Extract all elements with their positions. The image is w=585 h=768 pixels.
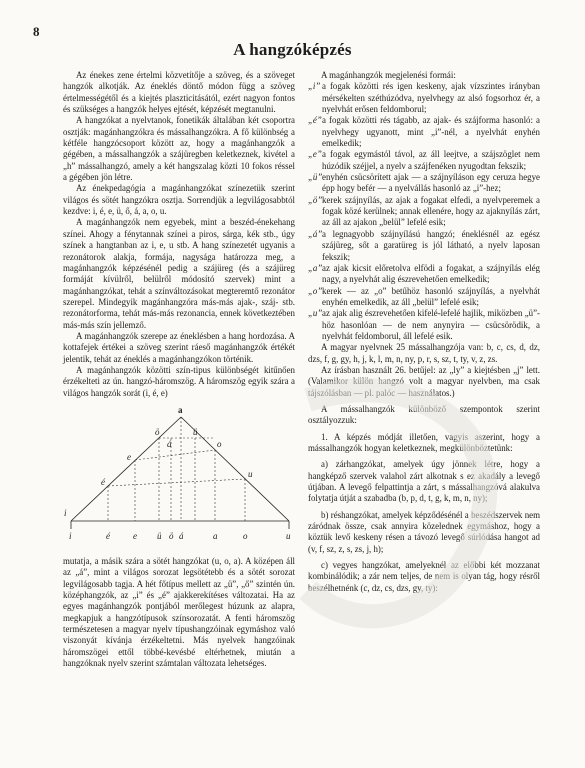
vowel-desc: a fogak egymástól távol, az áll leejtve, a szájszöglet nem húzódik széjjel, a nyelv a szájfenéken nyugodtan fekszik; bbox=[322, 149, 540, 171]
diagram-label: u bbox=[248, 468, 253, 479]
vowel-key: „e” bbox=[308, 149, 322, 160]
triangle-left-side bbox=[71, 417, 181, 521]
base-label: é bbox=[106, 530, 110, 541]
vowel-key: „á” bbox=[308, 228, 323, 239]
list-item bbox=[308, 195, 540, 229]
page-title: A hangzóképzés bbox=[233, 40, 352, 59]
vowel-desc: az ajak alig észrevehetően kifelé-lefelé hajlik, miközben „ü”-höz hasonlóan — de nem anynyira — csücsörödik, a nyelvhát feldomborul, áll lefelé esik. bbox=[322, 308, 540, 341]
paragraph: A magánhangzók megjelenési formái: bbox=[321, 70, 456, 80]
vowel-key: „é” bbox=[308, 115, 322, 126]
paragraph: A magánhangzók nem egyebek, mint a beszéd-énekehang színei. Ahogy a fénytannak színei a piros, sárga, kék stb., úgy színek a hangtanban az i, e, u stb. A hang színezetét ugyanis a rezonátorok alakja, formája, nagysága határozza meg, a magánhangzók képzésénél pedig a szájüreg (és a szájüreg formáját kívülről, belülről módosító szervek) mint a magánhangzókat, tehát a színváltozásokat megteremtő rezonátor szerepel. Mindegyik magánhangzóra más-más ajak-, száj- stb. rezonátorforma, tehát más-más rezonancia, ennek következtében más-más szín jellemző. bbox=[63, 217, 295, 330]
base-label: e bbox=[133, 530, 137, 541]
base-label: i bbox=[69, 530, 72, 541]
diagram-label: o bbox=[217, 438, 222, 449]
list-item bbox=[308, 115, 540, 149]
left-column bbox=[63, 70, 295, 669]
vowel-desc: a legnagyobb szájnyílású hangzó; éneklésnél az egész szájüreg, sőt a garatüreg is jól látható, a nyelv laposan fekszik; bbox=[322, 228, 540, 262]
diagram-label: ö bbox=[155, 426, 160, 437]
list-item: c) vegyes hangzókat, amelyeknél az előbbi két mozzanat kombinálódik; a zár nem teljes, de nem is olyan tág, hogy résről beszélhetnénk (c, dz, cs, dzs, gy, ty): bbox=[308, 560, 540, 593]
paragraph: A magánhangzók szerepe az éneklésben a hang hordozása. A kottafejek értékei a szöveg szerint ráeső magánhangzók értékét jelentik, tehát az éneklés a magánhangzókon történik. bbox=[63, 330, 295, 364]
vowel-key: „ö” bbox=[308, 194, 323, 205]
dashed-line bbox=[135, 450, 215, 460]
vowel-key: „a” bbox=[308, 262, 323, 273]
paragraph: 1. A képzés módját illetően, vagyis aszerint, hogy a mássalhangzók hogyan keletkeznek, megkülönböztetünk: bbox=[308, 431, 540, 453]
paragraph: Az írásban használt 26. betűjel: az „ly” a kiejtésben „j” lett. (Valamikor külön hangzó volt a magyar nyelvben, ma csak tájszólásban — pl. palóc — használatos.) bbox=[308, 364, 540, 398]
vowel-list bbox=[308, 81, 540, 342]
diagram-label: é bbox=[101, 476, 105, 487]
vowel-desc: enyhén csücsörített ajak — a szájnyíláson egy ceruza hegye épp hogy befér — a nyelvállás hasonló az „i”-hez; bbox=[322, 172, 540, 194]
paragraph: Az énekpedagógia a magánhangzókat színezetük szerint világos és sötét hangzókra osztja. Sorrendjük a legvilágosabbtól kezdve: i, é, e, ü, ő, á, a, o, u. bbox=[63, 183, 295, 217]
vowel-desc: kerek — az „o” betűhöz hasonló szájnyílás, a nyelvhát enyhén emelkedik, az áll „belül” lefelé esik; bbox=[322, 285, 540, 307]
list-item bbox=[308, 308, 540, 342]
base-label: ü bbox=[157, 530, 162, 541]
paragraph: Az énekes zene értelmi közvetítője a szöveg, és a szöveget hangzók alkotják. Az éneklés döntő módon függ a szöveg értelmességétől és a kiejtés plaszticitásától, ezért nagyon fontos és szükséges a hangzók helyes ejtését, képzését megtanulni. bbox=[63, 70, 295, 115]
right-column bbox=[308, 70, 540, 594]
list-item bbox=[308, 286, 540, 309]
paragraph: mutatja, a másik szára a sötét hangzókat (u, o, a). A középen áll az „á”, mint a világos sorozat legsötétebb és a sötét sorozat legvilágosabb tagja. A hét főtípus mellett az „ü”, „ő” szintén ún. középhangzók, az „i” és „é” ajakkerekítéses változatai. Ha az egyes magánhangzók pontjából merőlegest húzunk az alapra, megkapjuk a hangzótípusok színsorozatát. A fenti háromszög természetesen a magyar nyelv típushangzóinak egymáshoz való viszonyát kívánja érzékeltetni. Más nyelvek hangzóinak háromszögei ettől többé-kevésbé eltérhetnek, miután a hangzóknak nyelv szerint számtalan változata lehetséges. bbox=[63, 555, 295, 669]
base-label: ö bbox=[169, 530, 174, 541]
vowel-key: „o” bbox=[308, 285, 323, 296]
diagram-label: á bbox=[167, 438, 172, 449]
base-label: a bbox=[213, 530, 218, 541]
vowel-desc: a fogak közötti rés igen keskeny, ajak vízszintes irányban mérsékelten széthúzódva, nyelvhegy az alsó fogsorhoz ér, a nyelvhát erősen feldomborul; bbox=[322, 81, 540, 115]
base-label: o bbox=[243, 530, 248, 541]
apex-label: a bbox=[178, 404, 183, 415]
vowel-desc: az ajak kicsit előretolva elfödi a fogakat, a szájnyílás elég nagy, a nyelvhát alig észrevehetően emelkedik; bbox=[322, 262, 540, 285]
list-item bbox=[308, 172, 540, 195]
vowel-key: „u” bbox=[308, 308, 323, 319]
list-item: b) réshangzókat, amelyek képződésénél a beszédszervek nem záródnak össze, csak annyira közelednek egymáshoz, hogy a köztük levő keskeny résen a távozó levegő súrlódása hangot ad (v, f, sz, z, s, zs, j, h); bbox=[308, 509, 540, 554]
diagram-label: e bbox=[127, 451, 131, 462]
vowel-triangle-diagram bbox=[63, 403, 295, 553]
dashed-line bbox=[108, 479, 245, 486]
list-item: a) zárhangzókat, amelyek úgy jönnek létre, hogy a hangképző szervek valahol zárt alkotnak s ez akadály a levegő útjában. A levegő felpattintja a zárt, s mássalhangzóvá alakulva folytatja útját a szabadba (b, p, d, t, g, k, m, n, ny); bbox=[308, 459, 540, 504]
vowel-key: „i” bbox=[308, 81, 321, 92]
diagram-label: i bbox=[64, 507, 67, 518]
paragraph: A magánhangzók közötti szín-tipus különbségét kitűnően érzékelteti az ún. hangzó-háromszög. A háromszög egyik szára a világos hangzók sorát (i, é, e) bbox=[63, 364, 295, 398]
vowel-desc: kerek szájnyílás, az ajak a fogakat elfedi, a nyelvperemek a fogak közé kerülnek; annak ellenére, hogy az ajaknyílás zárt, az áll az ajakon „belül” lefelé esik; bbox=[322, 194, 540, 228]
paragraph: A hangzókat a nyelvtanok, fonetikák általában két csoportra osztják: magánhangzókra és mássalhangzókra. A fő különbség a kétféle hangzócsoport között az, hogy a magánhangzók a gégében, a mássalhangzók a szájüregben keletkeznek, kivétel a „h” mássalhangzó, amely a két hangszalag közti 10 fokos réssel a gégében jön létre. bbox=[63, 115, 295, 183]
list-item bbox=[308, 263, 540, 286]
base-label: u bbox=[286, 530, 291, 541]
paragraph: A magyar nyelvnek 25 mássalhangzója van: b, c, cs, d, dz, dzs, f, g, gy, h, j, k, l, m, n, ny, p, r, s, sz, t, ty, v, z, zs. bbox=[308, 342, 540, 364]
list-item bbox=[308, 149, 540, 172]
paragraph: A mássalhangzók különböző szempontok szerint osztályozzuk: bbox=[308, 403, 540, 426]
diagram-label: ü bbox=[193, 426, 198, 437]
base-label: á bbox=[179, 530, 184, 541]
list-item bbox=[308, 229, 540, 263]
page-number: 8 bbox=[33, 24, 40, 39]
vowel-desc: a fogak közötti rés tágabb, az ajak- és szájforma hasonló: a nyelvhegy ugyanott, mint „i”-nél, a nyelvhát enyhén emelkedik; bbox=[322, 115, 540, 149]
list-item bbox=[308, 81, 540, 115]
vowel-key: „ü” bbox=[308, 172, 323, 183]
